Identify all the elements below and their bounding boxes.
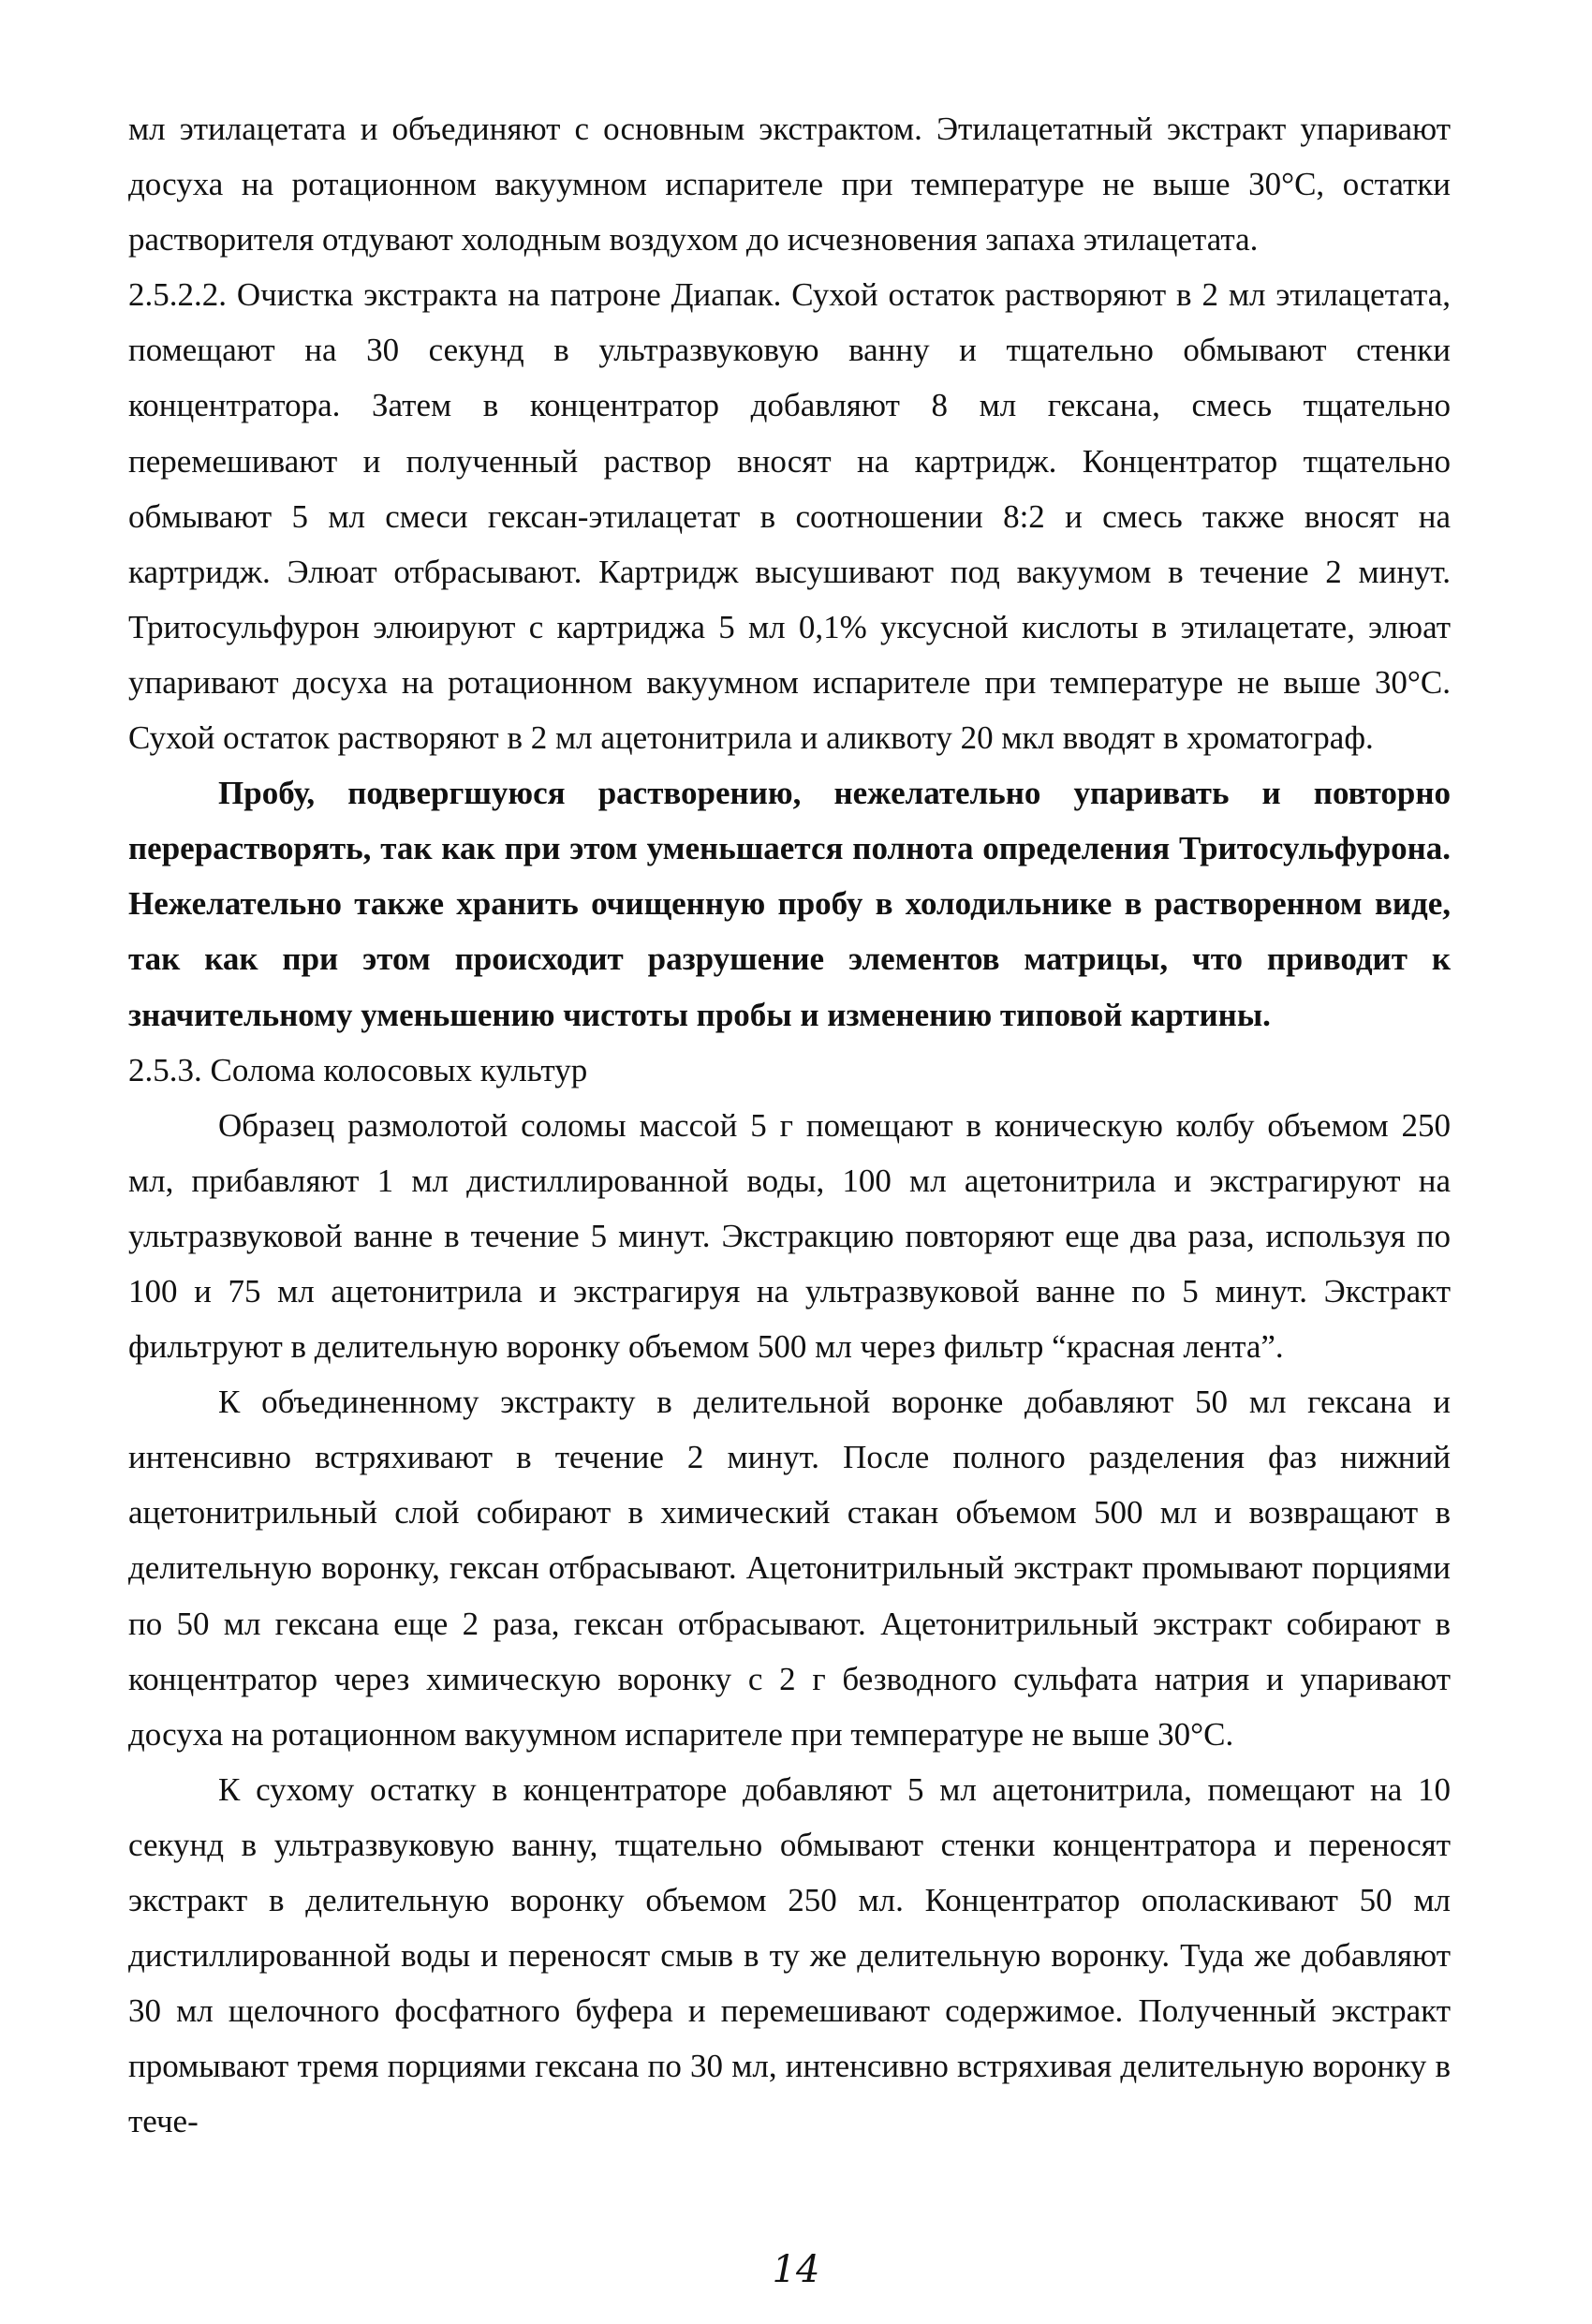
- paragraph-combined-extract: К объединенному экстракту в делительной воронке добавляют 50 мл гексана и интенсивно встряхивают в течение 2 минут. После полного разделения фаз нижний ацетонитрильный слой собирают в химический стакан объемом 500 мл и возвращают в делительную воронку, гексан отбрасывают. Ацетонитрильный экстракт промывают порциями по 50 мл гексана еще 2 раза, гексан отбрасывают. Ацетонитрильный экстракт собирают в концентратор через химическую воронку с 2 г безводного сульфата натрия и упаривают досуха на ротационном вакуумном испарителе при температуре не выше 30°С.: [128, 1384, 1451, 1753]
- paragraph-straw-sample: Образец размолотой соломы массой 5 г помещают в коническую колбу объемом 250 мл, прибавляют 1 мл дистиллированной воды, 100 мл ацетонитрила и экстрагируют на ультразвуковой ванне в течение 5 минут. Экстракцию повторяют еще два раза, используя по 100 и 75 мл ацетонитрила и экстрагируя на ультразвуковой ванне по 5 минут. Экстракт фильтруют в делительную воронку объемом 500 мл через фильтр “красная лента”.: [128, 1106, 1451, 1366]
- paragraph-dry-residue: К сухому остатку в концентраторе добавляют 5 мл ацетонитрила, помещают на 10 секунд в ультразвуковую ванну, тщательно обмывают стенки концентратора и переносят экстракт в делительную воронку объемом 250 мл. Концентратор ополаскивают 50 мл дистиллированной воды и переносят смыв в ту же делительную воронку. Туда же добавляют 30 мл щелочного фосфатного буфера и перемешивают содержимое. Полученный экстракт промывают тремя порциями гексана по 30 мл, интенсивно встряхивая делительную воронку в тече-: [128, 1770, 1451, 2140]
- paragraph-warning-bold: Пробу, подвергшуюся растворению, нежелательно упаривать и повторно перерастворять, так как при этом уменьшается полнота определения Тритосульфурона. Нежелательно также хранить очищенную пробу в холодильнике в растворенном виде, так как при этом происходит разрушение элементов матрицы, что приводит к значительному уменьшению чистоты пробы и изменению типовой картины.: [128, 775, 1451, 1033]
- document-body: [128, 101, 1451, 2149]
- section-heading-2-5-3: 2.5.3. Солома колосовых культур: [128, 1051, 588, 1088]
- paragraph-section-2-5-2-2: 2.5.2.2. Очистка экстракта на патроне Диапак. Сухой остаток растворяют в 2 мл этилацетата, помещают на 30 секунд в ультразвуковую ванну и тщательно обмывают стенки концентратора. Затем в концентратор добавляют 8 мл гексана, смесь тщательно перемешивают и полученный раствор вносят на картридж. Концентратор тщательно обмывают 5 мл смеси гексан-этилацетат в соотношении 8:2 и смесь также вносят на картридж. Элюат отбрасывают. Картридж высушивают под вакуумом в течение 2 минут. Тритосульфурон элюируют с картриджа 5 мл 0,1% уксусной кислоты в этилацетате, элюат упаривают досуха на ротационном вакуумном испарителе при температуре не выше 30°С. Сухой остаток растворяют в 2 мл ацетонитрила и аликвоту 20 мкл вводят в хроматограф.: [128, 276, 1451, 757]
- page-number: 14: [772, 2248, 820, 2291]
- paragraph-continuation: мл этилацетата и объединяют с основным экстрактом. Этилацетатный экстракт упаривают досуха на ротационном вакуумном испарителе при температуре не выше 30°С, остатки растворителя отдувают холодным воздухом до исчезновения запаха этилацетата.: [128, 111, 1451, 259]
